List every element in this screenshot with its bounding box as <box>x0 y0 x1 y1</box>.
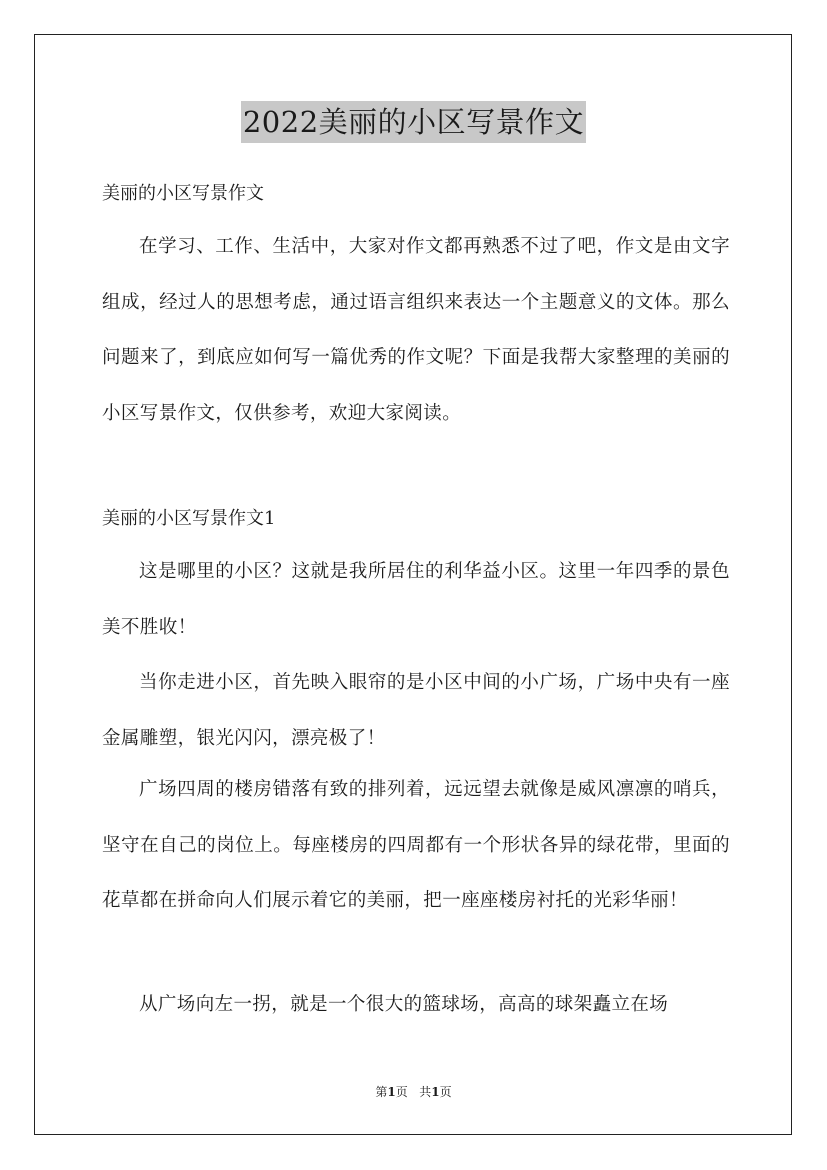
body-paragraph-3: 广场四周的楼房错落有致的排列着，远远望去就像是威风凛凛的哨兵，坚守在自己的岗位上。每座楼房的四周都有一个形状各异的绿花带，里面的花草都在拼命向人们展示着它的美丽，把一座座楼房衬托的光彩华丽！ <box>102 779 730 911</box>
page-label-suffix: 页 <box>395 1085 408 1099</box>
body-paragraph-4: 从广场向左一拐，就是一个很大的篮球场，高高的球架矗立在场 <box>139 994 669 1015</box>
body-paragraph-2: 当你走进小区，首先映入眼帘的是小区中间的小广场，广场中央有一座金属雕塑，银光闪闪，漂亮极了！ <box>102 672 730 749</box>
total-pages: 1 <box>431 1085 440 1099</box>
section-heading: 美丽的小区写景作文1 <box>102 508 276 529</box>
document-title: 2022美丽的小区写景作文 <box>241 101 586 143</box>
page-footer <box>0 1082 827 1102</box>
page-number: 1 <box>387 1085 396 1099</box>
page-label-prefix: 第 <box>375 1085 388 1099</box>
total-label-suffix: 页 <box>439 1085 452 1099</box>
title-container <box>0 101 827 143</box>
body-paragraph-1: 这是哪里的小区？这就是我所居住的利华益小区。这里一年四季的景色美不胜收！ <box>102 561 730 638</box>
total-label-prefix: 共 <box>419 1085 432 1099</box>
intro-paragraph: 在学习、工作、生活中，大家对作文都再熟悉不过了吧，作文是由文字组成，经过人的思想考虑，通过语言组织来表达一个主题意义的文体。那么问题来了，到底应如何写一篇优秀的作文呢？下面是我帮大家整理的美丽的小区写景作文，仅供参考，欢迎大家阅读。 <box>102 236 730 424</box>
document-subtitle: 美丽的小区写景作文 <box>102 183 264 204</box>
